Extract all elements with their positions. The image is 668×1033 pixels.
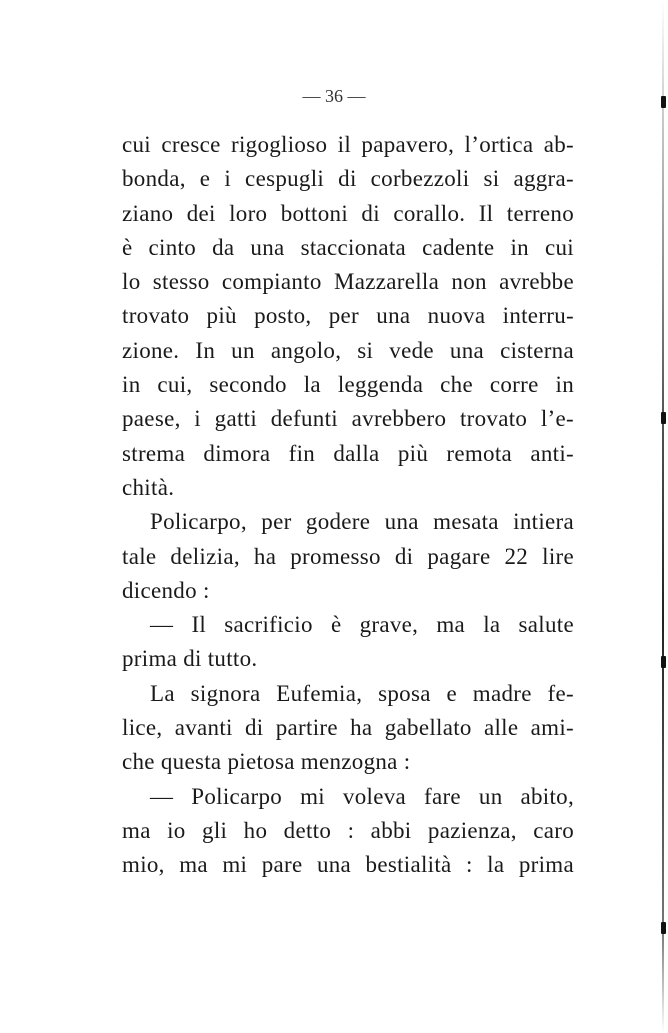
text-line: prima di tutto. [122,646,258,672]
text-line: chità. [122,474,175,500]
edge-mark [661,96,666,108]
text-line: paese, i gatti defunti avrebbero trovato l’e- [122,406,574,432]
edge-mark [661,412,666,424]
body-text [122,128,574,883]
text-line: trovato più posto, per una nuova interru- [122,303,574,329]
text-line: cui cresce rigoglioso il papavero, l’ortica ab- [122,132,574,157]
text-line: in cui, secondo la leggenda che corre in [122,372,574,398]
text-line: bonda, e i cespugli di corbezzoli si aggra- [122,166,574,192]
text-line: lo stesso compianto Mazzarella non avrebbe [122,269,574,295]
text-line: tale delizia, ha promesso di pagare 22 lire [122,543,574,569]
text-line: lice, avanti di partire ha gabellato alle ami- [122,715,574,741]
edge-mark [661,922,666,934]
text-line: — Policarpo mi voleva fare un abito, [150,783,574,809]
text-line: ma io gli ho detto : abbi pazienza, caro [122,817,574,843]
text-line: zione. In un angolo, si vede una cisterna [122,337,574,363]
edge-mark [661,656,666,668]
text-line: Policarpo, per godere una mesata intiera [150,509,574,535]
text-line: strema dimora fin dalla più remota anti- [122,440,574,466]
text-line: che questa pietosa menzogna : [122,749,411,775]
text-line: mio, ma mi pare una bestialità : la prima [122,852,574,878]
page-edge-shadow [662,0,664,1033]
text-line: La signora Eufemia, sposa e madre fe- [150,680,574,706]
text-line: ziano dei loro bottoni di corallo. Il terreno [122,200,574,226]
text-line: dicendo : [122,577,210,603]
page-number: — 36 — [302,86,366,106]
text-line: — Il sacrificio è grave, ma la salute [150,612,574,638]
text-line: è cinto da una staccionata cadente in cui [122,234,574,260]
